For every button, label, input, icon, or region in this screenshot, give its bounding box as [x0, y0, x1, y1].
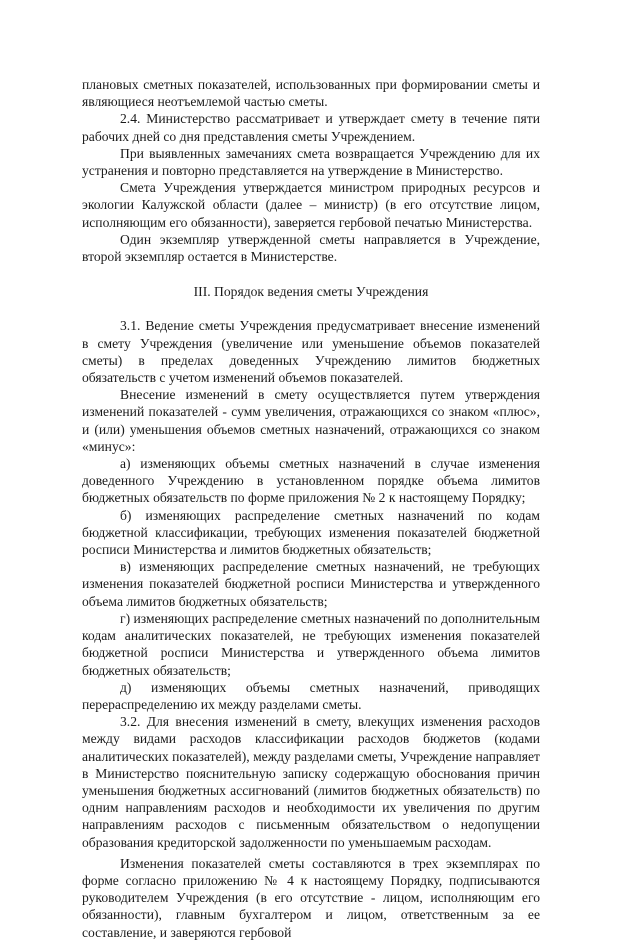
- list-item-a: а) изменяющих объемы сметных назначений в случае изменения доведенного Учреждению в установленном порядке объема лимитов бюджетных обязательств по форме приложения № 2 к настоящему Порядку;: [82, 456, 540, 506]
- paragraph-continuation: плановых сметных показателей, использованных при формировании сметы и являющиеся неотъемлемой частью сметы.: [82, 77, 540, 110]
- paragraph-remarks: При выявленных замечаниях смета возвращается Учреждению для их устранения и повторно представляется на утверждение в Министерство.: [82, 145, 540, 179]
- paragraph-3-1: 3.1. Ведение сметы Учреждения предусматривает внесение изменений в смету Учреждения (увеличение или уменьшение объемов показателей сметы) в пределах доведенных Учреждению лимитов бюджетных обязательств с учетом изменений объемов показателей.: [82, 318, 540, 386]
- list-item-d: д) изменяющих объемы сметных назначений, приводящих перераспределению их между разделами сметы.: [82, 679, 540, 712]
- list-item-b: б) изменяющих распределение сметных назначений по кодам бюджетной классификации, требующих изменения показателей бюджетной росписи Министерства и лимитов бюджетных обязательств;: [82, 507, 540, 558]
- paragraph-approval: Смета Учреждения утверждается министром природных ресурсов и экологии Калужской области (далее – министр) (в его отсутствие лицом, исполняющим его обязанности), заверяется гербовой печатью Министерства.: [82, 180, 540, 230]
- list-item-g: г) изменяющих распределение сметных назначений по дополнительным кодам аналитических показателей, не требующих изменения показателей бюджетной росписи Министерства и утвержденного объема лимитов бюджетных обязательств;: [82, 610, 540, 678]
- paragraph-changes: Внесение изменений в смету осуществляется путем утверждения изменений показателей - сумм увеличения, отражающихся со знаком «плюс», и (или) уменьшения объемов сметных назначений, отражающихся со знаком «минус»:: [82, 387, 540, 454]
- paragraph-copies: Один экземпляр утвержденной сметы направляется в Учреждение, второй экземпляр остается в Министерстве.: [82, 231, 540, 265]
- paragraph-copies-form: Изменения показателей сметы составляются в трех экземплярах по форме согласно приложению № 4 к настоящему Порядку, подписываются руководителем Учреждения (в его отсутствие - лицом, исполняющим его обязанности), главным бухгалтером и лицом, ответственным за ее составление, и заверяются гербовой: [82, 855, 540, 940]
- paragraph-3-2: 3.2. Для внесения изменений в смету, влекущих изменения расходов между видами расходов классификации расходов бюджетов (кодами аналитических показателей), между разделами сметы, Учреждение направляет в Министерство пояснительную записку содержащую обоснования причин уменьшения бюджетных ассигнований (лимитов бюджетных обязательств) по одним направлениям расходов и необходимости их увеличения по другим направлениям расходов с письменным обязательством о недопущении образования кредиторской задолженности по уменьшаемым расходам.: [82, 714, 540, 850]
- section-title: III. Порядок ведения сметы Учреждения: [193, 284, 429, 300]
- paragraph-2-4: 2.4. Министерство рассматривает и утверждает смету в течение пяти рабочих дней со дня представления сметы Учреждением.: [82, 111, 540, 144]
- document-body: [82, 76, 540, 941]
- list-item-v: в) изменяющих распределение сметных назначений, не требующих изменения показателей бюджетной росписи Министерства и утвержденного объема лимитов бюджетных обязательств;: [82, 559, 540, 609]
